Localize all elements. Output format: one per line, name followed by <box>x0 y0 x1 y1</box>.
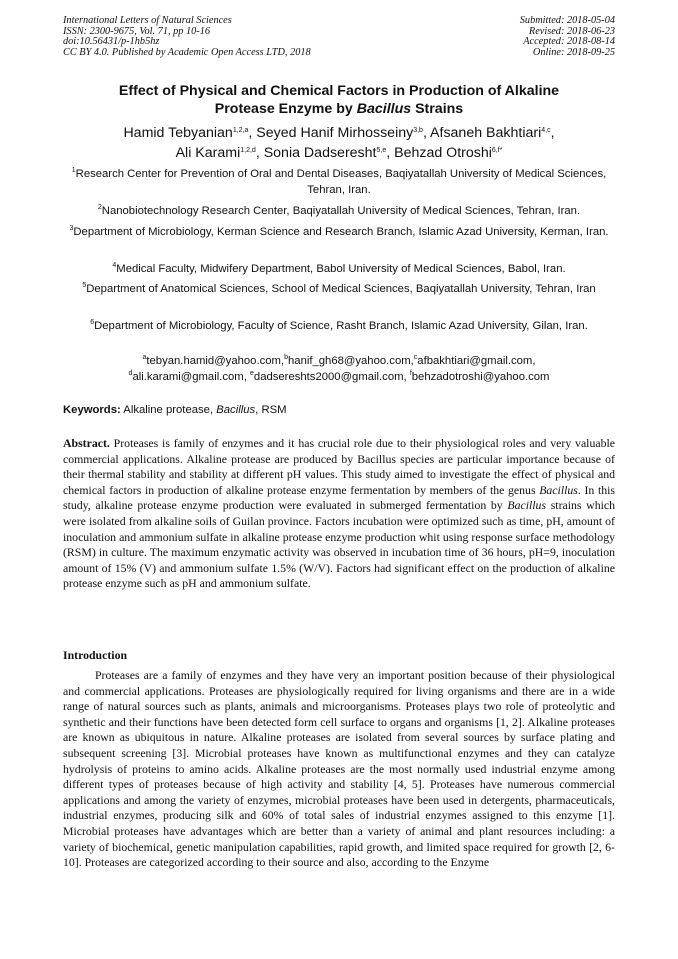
publication-dates <box>520 16 615 58</box>
author <box>176 145 264 161</box>
email-mark: a <box>142 354 147 361</box>
title-genus: Bacillus <box>356 101 412 117</box>
email[interactable] <box>142 355 284 367</box>
author-name: Hamid Tebyanian <box>123 125 233 141</box>
email-mark: f <box>409 369 412 377</box>
abstract-genus: Bacillus <box>507 498 547 513</box>
affiliation <box>63 167 615 198</box>
email-address[interactable]: hanif_gh68@yahoo.com, <box>288 355 414 367</box>
affiliation-text: Research Center for Prevention of Oral and Dental Diseases, Baqiyatallah University of Medical Sciences, Tehran, Iran. <box>75 168 607 196</box>
issn: ISSN: 2300-9675, Vol. 71, pp 10-16 <box>63 25 211 37</box>
journal-info <box>63 16 311 58</box>
affiliation-number: 1 <box>71 167 76 174</box>
keywords <box>63 403 287 417</box>
keywords-genus: Bacillus <box>216 404 256 416</box>
author-affiliation-mark: 6,f* <box>491 146 503 154</box>
abstract-text: strains which were isolated from alkaline soils of Guilan province. Factors incubation were optimized such as time, pH, amount of inoculation and ammonium sulfate in alkaline protease enzyme production whit using response surface methodology (RSM) in culture. The maximum enzymatic activity was observed in incubation time of 36 hours, pH=9, inoculation amount of 15% (V) and ammonium sulfate 1.5% (W/V). Factors had significant effect on the production of alkaline protease enzyme such as pH and ammonium sulfate. <box>63 498 616 591</box>
abstract <box>63 436 615 592</box>
author-affiliation-mark: 1,2,d <box>240 146 256 154</box>
affiliation-number: 3 <box>69 225 74 232</box>
author-name: Afsaneh Bakhtiari <box>430 125 542 141</box>
email-address[interactable]: dadsereshts2000@gmail.com, <box>253 370 410 383</box>
separator: , <box>422 125 431 141</box>
affiliation-text: Medical Faculty, Midwifery Department, Babol University of Medical Sciences, Babol, Iran. <box>116 263 566 275</box>
title-line-2 <box>63 100 615 118</box>
affiliation <box>63 319 615 335</box>
email-mark: e <box>250 369 254 377</box>
affiliation <box>63 262 615 278</box>
affiliation <box>63 282 615 298</box>
email-list <box>63 354 615 385</box>
affiliation <box>63 204 615 220</box>
doi: doi:10.56431/p-1hb5hz <box>63 36 160 48</box>
email-address[interactable]: ali.karami@gmail.com, <box>132 370 250 383</box>
online-date: Online: 2018-09-25 <box>532 46 615 58</box>
author-name: Behzad Otroshi <box>394 144 492 161</box>
separator: , <box>550 125 555 141</box>
introduction-heading: Introduction <box>63 648 128 662</box>
title-text: Protease Enzyme by <box>214 101 357 117</box>
author-affiliation-mark: 1,2,a <box>232 127 249 134</box>
email[interactable] <box>250 371 410 383</box>
email-address[interactable]: behzadotroshi@yahoo.com <box>411 370 550 383</box>
email-address[interactable]: afbakhtiari@gmail.com, <box>417 355 536 367</box>
author <box>430 125 555 141</box>
author-affiliation-mark: 4,c <box>541 127 551 134</box>
revised-date: Revised: 2018-06-23 <box>528 25 615 37</box>
author <box>264 145 394 161</box>
journal-name: International Letters of Natural Sciences <box>63 15 232 26</box>
affiliation <box>63 225 615 241</box>
accepted-date: Accepted: 2018-08-14 <box>523 36 615 48</box>
introduction-body: Proteases are a family of enzymes and they have very an important position because of their physiological and commercial applications. Proteases are physiologically required for living organisms and there are in a wide range of natural sources such as plants, animals and microorganisms. Proteases plays two role of proteolytic and synthetic and their functions have been detected form cell surface to organs and organisms [1, 2]. Alkaline proteases are known as ubiquitous in nature. Alkaline proteases are isolated from several sources by surface plating and subsequent screening [3]. Microbial proteases have known as multifunctional enzymes and they can catalyze hydrolysis of proteins to amino acids. Alkaline proteases are the most normally used industrial enzyme among different types of proteases because of high activity and stability [4, 5]. Proteases have numerous commercial applications and among the variety of enzymes, microbial proteases have been used in detergents, pharmaceuticals, industrial enzymes, producing silk and 60% of total sales of industrial enzymes assigned to this enzyme [1]. Microbial proteases have advantages which are better than a variety of animal and plant resources including: a variety of biochemical, genetic manipulation capabilities, rapid growth, and limited space required for growth [2, 6-10]. Proteases are categorized according to their source and also, according to the Enzyme <box>63 668 615 870</box>
affiliation-text: Department of Anatomical Sciences, School of Medical Sciences, Baqiyatallah University, Tehran, Iran <box>86 283 596 295</box>
affiliation-text: Department of Microbiology, Kerman Science and Research Branch, Islamic Azad University, Kerman, Iran. <box>73 226 609 238</box>
author <box>256 125 430 141</box>
affiliation-number: 2 <box>97 204 102 211</box>
author <box>123 125 256 141</box>
affiliation-text: Department of Microbiology, Faculty of Science, Rasht Branch, Islamic Azad University, Gilan, Iran. <box>94 320 588 332</box>
email-mark: d <box>128 369 133 377</box>
author-name: Sonia Dadseresht <box>263 144 377 161</box>
email[interactable] <box>410 371 550 383</box>
email-mark: c <box>413 354 418 361</box>
affiliation-number: 5 <box>82 282 87 289</box>
affiliation-number: 6 <box>90 319 95 326</box>
separator: , <box>248 125 257 141</box>
email[interactable] <box>414 355 536 367</box>
author-name: Ali Karami <box>175 144 241 161</box>
email[interactable] <box>129 371 250 383</box>
email-address[interactable]: tebyan.hamid@yahoo.com, <box>146 355 285 367</box>
keywords-label: Keywords: <box>63 404 121 416</box>
paper-title <box>63 82 615 118</box>
title-text: Strains <box>411 101 464 117</box>
keywords-text: , RSM <box>255 404 287 416</box>
author-name: Seyed Hanif Mirhosseiny <box>256 125 414 141</box>
abstract-text: . In this study, alkaline protease enzyme production were evaluated in submerged fermentation by <box>63 482 615 513</box>
abstract-text: Proteases is family of enzymes and it has crucial role due to their physiological roles and very valuable commercial applications. Alkaline protease are produced by Bacillus species are particular importance because of their thermal stability and stability at different pH values. This study aimed to investigate the effect of physical and chemical factors in production of alkaline protease enzyme fermentation by members of the genus <box>63 436 615 497</box>
abstract-label: Abstract. <box>63 436 110 450</box>
separator: , <box>255 144 264 161</box>
email-mark: b <box>284 354 288 361</box>
separator: , <box>386 144 395 161</box>
affiliation-number: 4 <box>112 262 117 269</box>
author-affiliation-mark: 3,b <box>413 127 423 134</box>
author-affiliation-mark: 5,e <box>376 146 387 154</box>
author-list <box>63 124 615 163</box>
email[interactable] <box>284 355 414 367</box>
author <box>394 145 502 161</box>
title-line-1: Effect of Physical and Chemical Factors in Production of Alkaline <box>118 83 560 99</box>
abstract-genus: Bacillus <box>539 482 578 497</box>
submitted-date: Submitted: 2018-05-04 <box>519 15 615 26</box>
license: CC BY 4.0. Published by Academic Open Access LTD, 2018 <box>63 46 311 58</box>
keywords-text: Alkaline protease, <box>120 404 217 416</box>
affiliation-text: Nanobiotechnology Research Center, Baqiyatallah University of Medical Sciences, Tehran, Iran. <box>101 205 581 217</box>
